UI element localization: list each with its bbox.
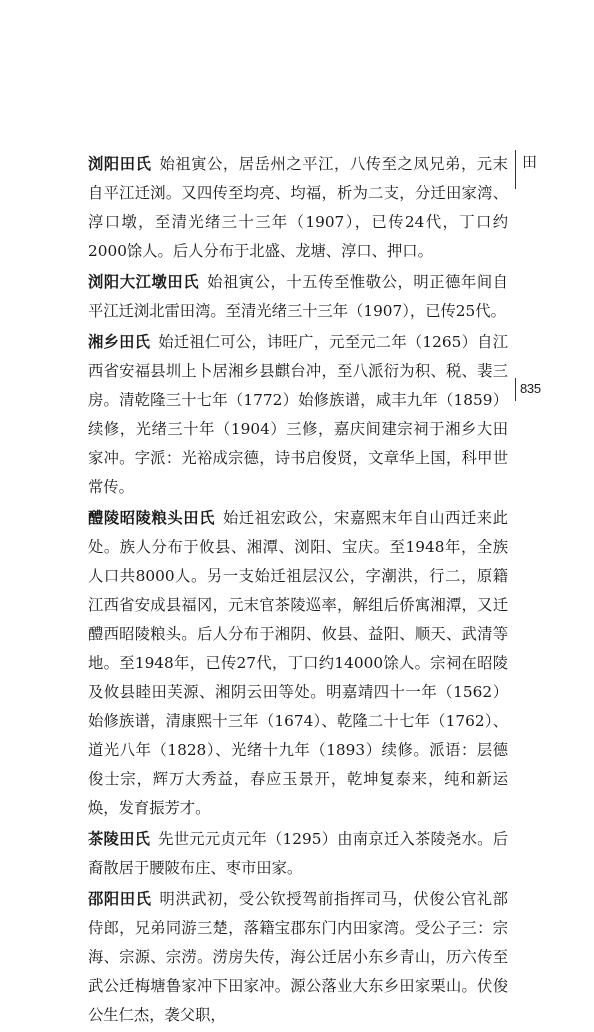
page-number: 835 xyxy=(520,381,541,396)
entry-heading: 浏阳大江墩田氏 xyxy=(88,273,200,291)
entry-liuyang-tian xyxy=(88,150,508,266)
entry-text: 先世元元贞元年（1295）由南京迁入茶陵尧水。后裔散居于腰陂布庄、枣市田家。 xyxy=(88,830,508,877)
entry-heading: 邵阳田氏 xyxy=(88,890,152,908)
surname-tab-label: 田 xyxy=(522,153,538,171)
entry-liling-zhaoling-tian xyxy=(88,504,508,823)
entry-text: 始祖寅公，十五传至惟敬公，明正德年间自平江迁浏北雷田湾。至清光绪三十三年（1907），已传25代。 xyxy=(88,273,508,320)
main-text-column xyxy=(88,150,508,1032)
entry-heading: 茶陵田氏 xyxy=(88,830,151,848)
entry-heading: 醴陵昭陵粮头田氏 xyxy=(88,509,215,527)
entry-xiangxiang-tian xyxy=(88,328,508,502)
margin-rule-top xyxy=(515,150,516,189)
entry-text: 明洪武初，受公钦授驾前指挥司马，伏俊公官礼部侍郎，兄弟同游三楚，落籍宝郡东门内田家湾。受公子三：宗海、宗源、宗涝。涝房失传，海公迁居小东乡青山，历六传至武公迁梅塘鲁家冲下田家冲。源公落业大东乡田家栗山。伏俊公生仁杰，袭父职， xyxy=(88,890,508,1024)
entry-text: 始祖寅公，居岳州之平江，八传至之凤兄弟，元末自平江迁浏。又四传至均亮、均福，析为二支，分迁田家湾、淳口墩，至清光绪三十三年（1907），已传24代，丁口约2000馀人。后人分布于北盛、龙塘、淳口、押口。 xyxy=(88,155,508,260)
entry-shaoyang-tian xyxy=(88,885,508,1030)
entry-chaling-tian xyxy=(88,825,508,883)
margin-rule-bottom xyxy=(515,378,516,401)
entry-liuyang-dajiangdun-tian xyxy=(88,268,508,326)
entry-text: 始迁祖宏政公，宋嘉熙末年自山西迁来此处。族人分布于攸县、湘潭、浏阳、宝庆。至1948年，全族人口共8000人。另一支始迁祖层汉公，字潮洪，行二，原籍江西省安成县福冈，元末官茶陵巡率，解组后侨寓湘潭，又迁醴西昭陵粮头。后人分布于湘阴、攸县、益阳、顺天、武清等地。至1948年，已传27代，丁口约14000馀人。宗祠在昭陵及攸县睦田芙源、湘阴云田等处。明嘉靖四十一年（1562）始修族谱，清康熙十三年（1674）、乾隆二十七年（1762）、道光八年（1828）、光绪十九年（1893）续修。派语：层德俊士宗，辉万大秀益，春应玉景开，乾坤复泰来，纯和新运焕，发育振芳才。 xyxy=(88,509,508,817)
entry-heading: 浏阳田氏 xyxy=(88,155,152,173)
entry-heading: 湘乡田氏 xyxy=(88,333,151,351)
entry-text: 始迁祖仁可公，讳旺广，元至元二年（1265）自江西省安福县圳上卜居湘乡县麒台冲，至八派衍为积、税、裴三房。清乾隆三十七年（1772）始修族谱，咸丰九年（1859）续修，光绪三十年（1904）三修，嘉庆间建宗祠于湘乡大田家冲。字派：光裕成宗德，诗书启俊贤，文章华上国，科甲世常传。 xyxy=(88,333,508,496)
